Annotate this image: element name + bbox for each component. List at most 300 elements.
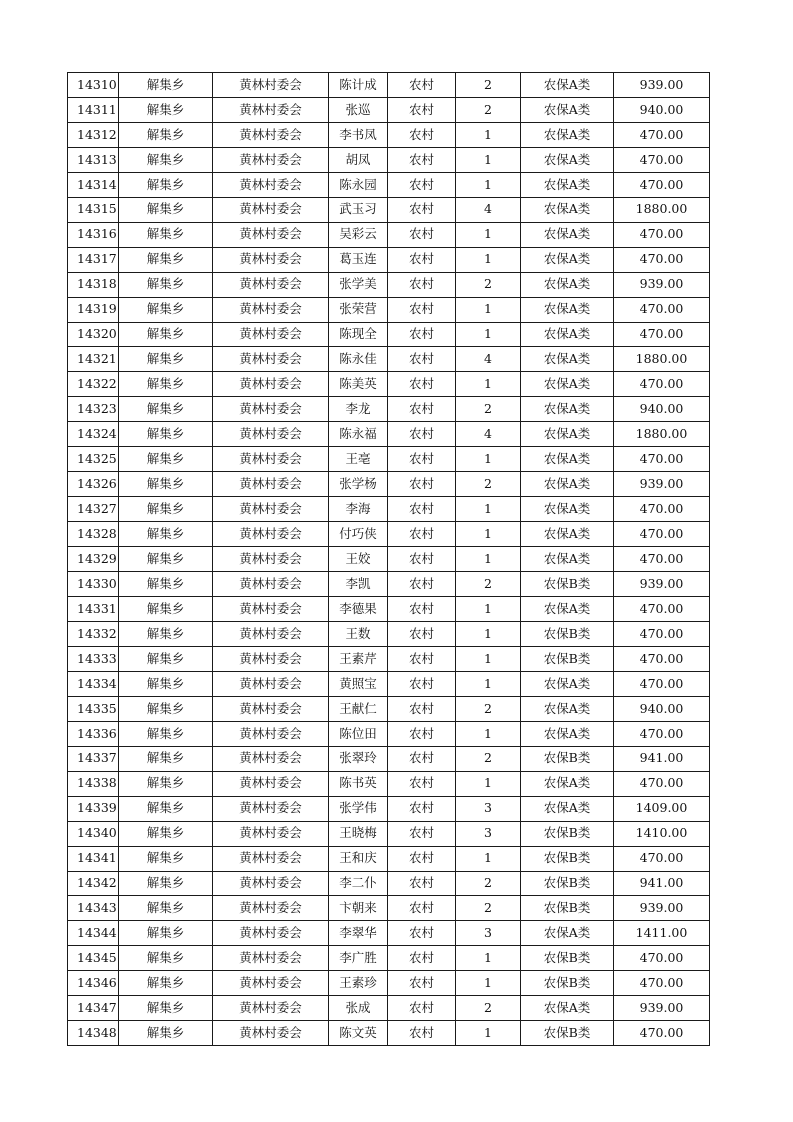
table-row bbox=[68, 846, 710, 871]
residence-type-cell: 农村 bbox=[388, 97, 456, 122]
township-cell: 解集乡 bbox=[119, 796, 213, 821]
residence-type-cell: 农村 bbox=[388, 646, 456, 671]
record-id-cell: 14347 bbox=[68, 996, 119, 1021]
record-id-cell: 14326 bbox=[68, 472, 119, 497]
table-row bbox=[68, 671, 710, 696]
name-cell: 张翠玲 bbox=[329, 746, 388, 771]
township-cell: 解集乡 bbox=[119, 746, 213, 771]
township-cell: 解集乡 bbox=[119, 122, 213, 147]
household-count-cell: 1 bbox=[456, 372, 521, 397]
name-cell: 李凯 bbox=[329, 572, 388, 597]
household-count-cell: 1 bbox=[456, 547, 521, 572]
residence-type-cell: 农村 bbox=[388, 821, 456, 846]
village-committee-cell: 黄林村委会 bbox=[213, 821, 329, 846]
insurance-category-cell: 农保A类 bbox=[521, 247, 614, 272]
amount-cell: 939.00 bbox=[614, 996, 710, 1021]
village-committee-cell: 黄林村委会 bbox=[213, 472, 329, 497]
residence-type-cell: 农村 bbox=[388, 222, 456, 247]
village-committee-cell: 黄林村委会 bbox=[213, 422, 329, 447]
township-cell: 解集乡 bbox=[119, 946, 213, 971]
residence-type-cell: 农村 bbox=[388, 771, 456, 796]
residence-type-cell: 农村 bbox=[388, 597, 456, 622]
township-cell: 解集乡 bbox=[119, 347, 213, 372]
amount-cell: 470.00 bbox=[614, 771, 710, 796]
village-committee-cell: 黄林村委会 bbox=[213, 172, 329, 197]
table-row bbox=[68, 272, 710, 297]
table-row bbox=[68, 522, 710, 547]
residence-type-cell: 农村 bbox=[388, 172, 456, 197]
record-id-cell: 14328 bbox=[68, 522, 119, 547]
village-committee-cell: 黄林村委会 bbox=[213, 846, 329, 871]
name-cell: 张成 bbox=[329, 996, 388, 1021]
residence-type-cell: 农村 bbox=[388, 397, 456, 422]
insurance-category-cell: 农保B类 bbox=[521, 572, 614, 597]
insurance-category-cell: 农保A类 bbox=[521, 447, 614, 472]
township-cell: 解集乡 bbox=[119, 871, 213, 896]
record-id-cell: 14340 bbox=[68, 821, 119, 846]
amount-cell: 470.00 bbox=[614, 297, 710, 322]
table-row bbox=[68, 796, 710, 821]
household-count-cell: 2 bbox=[456, 896, 521, 921]
amount-cell: 470.00 bbox=[614, 671, 710, 696]
table-row bbox=[68, 547, 710, 572]
residence-type-cell: 农村 bbox=[388, 272, 456, 297]
township-cell: 解集乡 bbox=[119, 397, 213, 422]
name-cell: 付巧侠 bbox=[329, 522, 388, 547]
amount-cell: 1880.00 bbox=[614, 347, 710, 372]
name-cell: 陈计成 bbox=[329, 73, 388, 98]
record-id-cell: 14334 bbox=[68, 671, 119, 696]
household-count-cell: 1 bbox=[456, 447, 521, 472]
insurance-category-cell: 农保A类 bbox=[521, 472, 614, 497]
residence-type-cell: 农村 bbox=[388, 996, 456, 1021]
household-count-cell: 4 bbox=[456, 422, 521, 447]
household-count-cell: 3 bbox=[456, 796, 521, 821]
insurance-category-cell: 农保B类 bbox=[521, 646, 614, 671]
record-id-cell: 14312 bbox=[68, 122, 119, 147]
amount-cell: 470.00 bbox=[614, 147, 710, 172]
record-id-cell: 14311 bbox=[68, 97, 119, 122]
residence-type-cell: 农村 bbox=[388, 73, 456, 98]
village-committee-cell: 黄林村委会 bbox=[213, 896, 329, 921]
table-row bbox=[68, 1021, 710, 1046]
table-row bbox=[68, 222, 710, 247]
record-id-cell: 14323 bbox=[68, 397, 119, 422]
village-committee-cell: 黄林村委会 bbox=[213, 322, 329, 347]
village-committee-cell: 黄林村委会 bbox=[213, 721, 329, 746]
record-id-cell: 14342 bbox=[68, 871, 119, 896]
record-id-cell: 14331 bbox=[68, 597, 119, 622]
township-cell: 解集乡 bbox=[119, 547, 213, 572]
name-cell: 陈书英 bbox=[329, 771, 388, 796]
residence-type-cell: 农村 bbox=[388, 746, 456, 771]
insurance-category-cell: 农保A类 bbox=[521, 497, 614, 522]
township-cell: 解集乡 bbox=[119, 671, 213, 696]
insurance-category-cell: 农保B类 bbox=[521, 871, 614, 896]
table-row bbox=[68, 147, 710, 172]
residence-type-cell: 农村 bbox=[388, 721, 456, 746]
township-cell: 解集乡 bbox=[119, 522, 213, 547]
household-count-cell: 2 bbox=[456, 73, 521, 98]
insurance-category-cell: 农保A类 bbox=[521, 122, 614, 147]
village-committee-cell: 黄林村委会 bbox=[213, 97, 329, 122]
household-count-cell: 1 bbox=[456, 621, 521, 646]
record-id-cell: 14329 bbox=[68, 547, 119, 572]
record-id-cell: 14313 bbox=[68, 147, 119, 172]
residence-type-cell: 农村 bbox=[388, 796, 456, 821]
insurance-category-cell: 农保A类 bbox=[521, 721, 614, 746]
residence-type-cell: 农村 bbox=[388, 347, 456, 372]
table-row bbox=[68, 247, 710, 272]
village-committee-cell: 黄林村委会 bbox=[213, 447, 329, 472]
insurance-category-cell: 农保A类 bbox=[521, 97, 614, 122]
village-committee-cell: 黄林村委会 bbox=[213, 971, 329, 996]
residence-type-cell: 农村 bbox=[388, 547, 456, 572]
name-cell: 李德果 bbox=[329, 597, 388, 622]
township-cell: 解集乡 bbox=[119, 896, 213, 921]
amount-cell: 939.00 bbox=[614, 73, 710, 98]
table-row bbox=[68, 322, 710, 347]
name-cell: 陈位田 bbox=[329, 721, 388, 746]
township-cell: 解集乡 bbox=[119, 646, 213, 671]
township-cell: 解集乡 bbox=[119, 971, 213, 996]
table-row bbox=[68, 73, 710, 98]
village-committee-cell: 黄林村委会 bbox=[213, 597, 329, 622]
name-cell: 王素珍 bbox=[329, 971, 388, 996]
amount-cell: 470.00 bbox=[614, 447, 710, 472]
table-row bbox=[68, 996, 710, 1021]
residence-type-cell: 农村 bbox=[388, 372, 456, 397]
amount-cell: 1880.00 bbox=[614, 197, 710, 222]
insurance-category-cell: 农保A类 bbox=[521, 297, 614, 322]
household-count-cell: 1 bbox=[456, 297, 521, 322]
household-count-cell: 1 bbox=[456, 771, 521, 796]
village-committee-cell: 黄林村委会 bbox=[213, 871, 329, 896]
table-row bbox=[68, 572, 710, 597]
village-committee-cell: 黄林村委会 bbox=[213, 771, 329, 796]
village-committee-cell: 黄林村委会 bbox=[213, 297, 329, 322]
amount-cell: 470.00 bbox=[614, 621, 710, 646]
insurance-category-cell: 农保A类 bbox=[521, 372, 614, 397]
insurance-category-cell: 农保A类 bbox=[521, 522, 614, 547]
amount-cell: 470.00 bbox=[614, 222, 710, 247]
insurance-category-cell: 农保A类 bbox=[521, 547, 614, 572]
amount-cell: 470.00 bbox=[614, 1021, 710, 1046]
insurance-category-cell: 农保B类 bbox=[521, 621, 614, 646]
record-id-cell: 14344 bbox=[68, 921, 119, 946]
name-cell: 王献仁 bbox=[329, 696, 388, 721]
record-id-cell: 14330 bbox=[68, 572, 119, 597]
township-cell: 解集乡 bbox=[119, 447, 213, 472]
village-committee-cell: 黄林村委会 bbox=[213, 522, 329, 547]
village-committee-cell: 黄林村委会 bbox=[213, 147, 329, 172]
residence-type-cell: 农村 bbox=[388, 921, 456, 946]
table-row bbox=[68, 946, 710, 971]
township-cell: 解集乡 bbox=[119, 572, 213, 597]
table-row bbox=[68, 621, 710, 646]
name-cell: 吴彩云 bbox=[329, 222, 388, 247]
record-id-cell: 14327 bbox=[68, 497, 119, 522]
amount-cell: 470.00 bbox=[614, 497, 710, 522]
residence-type-cell: 农村 bbox=[388, 297, 456, 322]
amount-cell: 1880.00 bbox=[614, 422, 710, 447]
household-count-cell: 1 bbox=[456, 721, 521, 746]
township-cell: 解集乡 bbox=[119, 821, 213, 846]
name-cell: 卞朝来 bbox=[329, 896, 388, 921]
name-cell: 葛玉连 bbox=[329, 247, 388, 272]
insurance-category-cell: 农保A类 bbox=[521, 222, 614, 247]
name-cell: 张荣营 bbox=[329, 297, 388, 322]
residence-type-cell: 农村 bbox=[388, 322, 456, 347]
record-id-cell: 14319 bbox=[68, 297, 119, 322]
amount-cell: 939.00 bbox=[614, 572, 710, 597]
township-cell: 解集乡 bbox=[119, 1021, 213, 1046]
village-committee-cell: 黄林村委会 bbox=[213, 996, 329, 1021]
table-row bbox=[68, 821, 710, 846]
insurance-category-cell: 农保A类 bbox=[521, 671, 614, 696]
township-cell: 解集乡 bbox=[119, 147, 213, 172]
household-count-cell: 1 bbox=[456, 247, 521, 272]
amount-cell: 470.00 bbox=[614, 547, 710, 572]
table-row bbox=[68, 447, 710, 472]
record-id-cell: 14318 bbox=[68, 272, 119, 297]
table-row bbox=[68, 422, 710, 447]
township-cell: 解集乡 bbox=[119, 222, 213, 247]
name-cell: 武玉习 bbox=[329, 197, 388, 222]
name-cell: 胡凤 bbox=[329, 147, 388, 172]
residence-type-cell: 农村 bbox=[388, 147, 456, 172]
township-cell: 解集乡 bbox=[119, 996, 213, 1021]
residence-type-cell: 农村 bbox=[388, 971, 456, 996]
amount-cell: 940.00 bbox=[614, 97, 710, 122]
township-cell: 解集乡 bbox=[119, 297, 213, 322]
name-cell: 李广胜 bbox=[329, 946, 388, 971]
household-count-cell: 2 bbox=[456, 996, 521, 1021]
village-committee-cell: 黄林村委会 bbox=[213, 497, 329, 522]
table-row bbox=[68, 122, 710, 147]
table-row bbox=[68, 921, 710, 946]
table-row bbox=[68, 297, 710, 322]
township-cell: 解集乡 bbox=[119, 172, 213, 197]
insurance-category-cell: 农保A类 bbox=[521, 197, 614, 222]
insurance-category-cell: 农保A类 bbox=[521, 73, 614, 98]
household-count-cell: 1 bbox=[456, 322, 521, 347]
village-committee-cell: 黄林村委会 bbox=[213, 547, 329, 572]
township-cell: 解集乡 bbox=[119, 73, 213, 98]
table-row bbox=[68, 197, 710, 222]
record-id-cell: 14310 bbox=[68, 73, 119, 98]
village-committee-cell: 黄林村委会 bbox=[213, 921, 329, 946]
amount-cell: 941.00 bbox=[614, 871, 710, 896]
amount-cell: 470.00 bbox=[614, 322, 710, 347]
table-body bbox=[68, 73, 710, 1046]
township-cell: 解集乡 bbox=[119, 372, 213, 397]
table-row bbox=[68, 696, 710, 721]
amount-cell: 1411.00 bbox=[614, 921, 710, 946]
table-row bbox=[68, 646, 710, 671]
record-id-cell: 14345 bbox=[68, 946, 119, 971]
residence-type-cell: 农村 bbox=[388, 447, 456, 472]
household-count-cell: 3 bbox=[456, 821, 521, 846]
name-cell: 张学美 bbox=[329, 272, 388, 297]
table-row bbox=[68, 372, 710, 397]
record-id-cell: 14346 bbox=[68, 971, 119, 996]
insurance-category-cell: 农保A类 bbox=[521, 322, 614, 347]
amount-cell: 470.00 bbox=[614, 971, 710, 996]
township-cell: 解集乡 bbox=[119, 696, 213, 721]
insurance-category-cell: 农保A类 bbox=[521, 272, 614, 297]
residence-type-cell: 农村 bbox=[388, 696, 456, 721]
residence-type-cell: 农村 bbox=[388, 247, 456, 272]
village-committee-cell: 黄林村委会 bbox=[213, 247, 329, 272]
household-count-cell: 1 bbox=[456, 497, 521, 522]
insurance-category-cell: 农保B类 bbox=[521, 821, 614, 846]
insurance-category-cell: 农保A类 bbox=[521, 921, 614, 946]
amount-cell: 470.00 bbox=[614, 946, 710, 971]
record-id-cell: 14343 bbox=[68, 896, 119, 921]
allowance-table bbox=[67, 72, 710, 1046]
insurance-category-cell: 农保A类 bbox=[521, 996, 614, 1021]
amount-cell: 470.00 bbox=[614, 646, 710, 671]
insurance-category-cell: 农保A类 bbox=[521, 696, 614, 721]
household-count-cell: 1 bbox=[456, 222, 521, 247]
insurance-category-cell: 农保A类 bbox=[521, 147, 614, 172]
name-cell: 张巡 bbox=[329, 97, 388, 122]
amount-cell: 940.00 bbox=[614, 397, 710, 422]
household-count-cell: 2 bbox=[456, 572, 521, 597]
table-row bbox=[68, 172, 710, 197]
name-cell: 李书凤 bbox=[329, 122, 388, 147]
amount-cell: 1410.00 bbox=[614, 821, 710, 846]
record-id-cell: 14337 bbox=[68, 746, 119, 771]
name-cell: 张学杨 bbox=[329, 472, 388, 497]
household-count-cell: 2 bbox=[456, 871, 521, 896]
name-cell: 李二仆 bbox=[329, 871, 388, 896]
amount-cell: 470.00 bbox=[614, 846, 710, 871]
name-cell: 陈美英 bbox=[329, 372, 388, 397]
insurance-category-cell: 农保A类 bbox=[521, 347, 614, 372]
household-count-cell: 4 bbox=[456, 197, 521, 222]
insurance-category-cell: 农保A类 bbox=[521, 597, 614, 622]
township-cell: 解集乡 bbox=[119, 771, 213, 796]
household-count-cell: 4 bbox=[456, 347, 521, 372]
township-cell: 解集乡 bbox=[119, 597, 213, 622]
name-cell: 王素芹 bbox=[329, 646, 388, 671]
table-row bbox=[68, 472, 710, 497]
record-id-cell: 14322 bbox=[68, 372, 119, 397]
table-row bbox=[68, 746, 710, 771]
insurance-category-cell: 农保B类 bbox=[521, 946, 614, 971]
household-count-cell: 1 bbox=[456, 971, 521, 996]
name-cell: 王晓梅 bbox=[329, 821, 388, 846]
township-cell: 解集乡 bbox=[119, 921, 213, 946]
name-cell: 王亳 bbox=[329, 447, 388, 472]
residence-type-cell: 农村 bbox=[388, 621, 456, 646]
village-committee-cell: 黄林村委会 bbox=[213, 272, 329, 297]
amount-cell: 941.00 bbox=[614, 746, 710, 771]
household-count-cell: 2 bbox=[456, 696, 521, 721]
residence-type-cell: 农村 bbox=[388, 871, 456, 896]
name-cell: 张学伟 bbox=[329, 796, 388, 821]
household-count-cell: 1 bbox=[456, 522, 521, 547]
township-cell: 解集乡 bbox=[119, 472, 213, 497]
household-count-cell: 3 bbox=[456, 921, 521, 946]
village-committee-cell: 黄林村委会 bbox=[213, 222, 329, 247]
table-row bbox=[68, 347, 710, 372]
township-cell: 解集乡 bbox=[119, 846, 213, 871]
insurance-category-cell: 农保B类 bbox=[521, 746, 614, 771]
amount-cell: 939.00 bbox=[614, 472, 710, 497]
residence-type-cell: 农村 bbox=[388, 122, 456, 147]
residence-type-cell: 农村 bbox=[388, 1021, 456, 1046]
insurance-category-cell: 农保B类 bbox=[521, 971, 614, 996]
record-id-cell: 14317 bbox=[68, 247, 119, 272]
village-committee-cell: 黄林村委会 bbox=[213, 746, 329, 771]
name-cell: 陈永园 bbox=[329, 172, 388, 197]
residence-type-cell: 农村 bbox=[388, 671, 456, 696]
household-count-cell: 1 bbox=[456, 671, 521, 696]
village-committee-cell: 黄林村委会 bbox=[213, 572, 329, 597]
household-count-cell: 2 bbox=[456, 97, 521, 122]
name-cell: 黄照宝 bbox=[329, 671, 388, 696]
amount-cell: 470.00 bbox=[614, 597, 710, 622]
household-count-cell: 1 bbox=[456, 846, 521, 871]
name-cell: 李翠华 bbox=[329, 921, 388, 946]
residence-type-cell: 农村 bbox=[388, 572, 456, 597]
table-row bbox=[68, 397, 710, 422]
insurance-category-cell: 农保A类 bbox=[521, 422, 614, 447]
amount-cell: 470.00 bbox=[614, 372, 710, 397]
table-row bbox=[68, 597, 710, 622]
record-id-cell: 14335 bbox=[68, 696, 119, 721]
household-count-cell: 2 bbox=[456, 472, 521, 497]
record-id-cell: 14324 bbox=[68, 422, 119, 447]
record-id-cell: 14316 bbox=[68, 222, 119, 247]
name-cell: 王姣 bbox=[329, 547, 388, 572]
residence-type-cell: 农村 bbox=[388, 846, 456, 871]
residence-type-cell: 农村 bbox=[388, 422, 456, 447]
township-cell: 解集乡 bbox=[119, 97, 213, 122]
residence-type-cell: 农村 bbox=[388, 497, 456, 522]
record-id-cell: 14341 bbox=[68, 846, 119, 871]
table-row bbox=[68, 871, 710, 896]
amount-cell: 470.00 bbox=[614, 522, 710, 547]
name-cell: 王和庆 bbox=[329, 846, 388, 871]
household-count-cell: 2 bbox=[456, 397, 521, 422]
township-cell: 解集乡 bbox=[119, 247, 213, 272]
village-committee-cell: 黄林村委会 bbox=[213, 796, 329, 821]
village-committee-cell: 黄林村委会 bbox=[213, 621, 329, 646]
household-count-cell: 2 bbox=[456, 746, 521, 771]
name-cell: 陈文英 bbox=[329, 1021, 388, 1046]
table-row bbox=[68, 971, 710, 996]
insurance-category-cell: 农保B类 bbox=[521, 896, 614, 921]
township-cell: 解集乡 bbox=[119, 197, 213, 222]
amount-cell: 940.00 bbox=[614, 696, 710, 721]
record-id-cell: 14325 bbox=[68, 447, 119, 472]
record-id-cell: 14314 bbox=[68, 172, 119, 197]
household-count-cell: 2 bbox=[456, 272, 521, 297]
village-committee-cell: 黄林村委会 bbox=[213, 397, 329, 422]
name-cell: 陈永福 bbox=[329, 422, 388, 447]
table-row bbox=[68, 721, 710, 746]
household-count-cell: 1 bbox=[456, 646, 521, 671]
amount-cell: 470.00 bbox=[614, 721, 710, 746]
amount-cell: 939.00 bbox=[614, 896, 710, 921]
record-id-cell: 14315 bbox=[68, 197, 119, 222]
insurance-category-cell: 农保B类 bbox=[521, 1021, 614, 1046]
amount-cell: 1409.00 bbox=[614, 796, 710, 821]
